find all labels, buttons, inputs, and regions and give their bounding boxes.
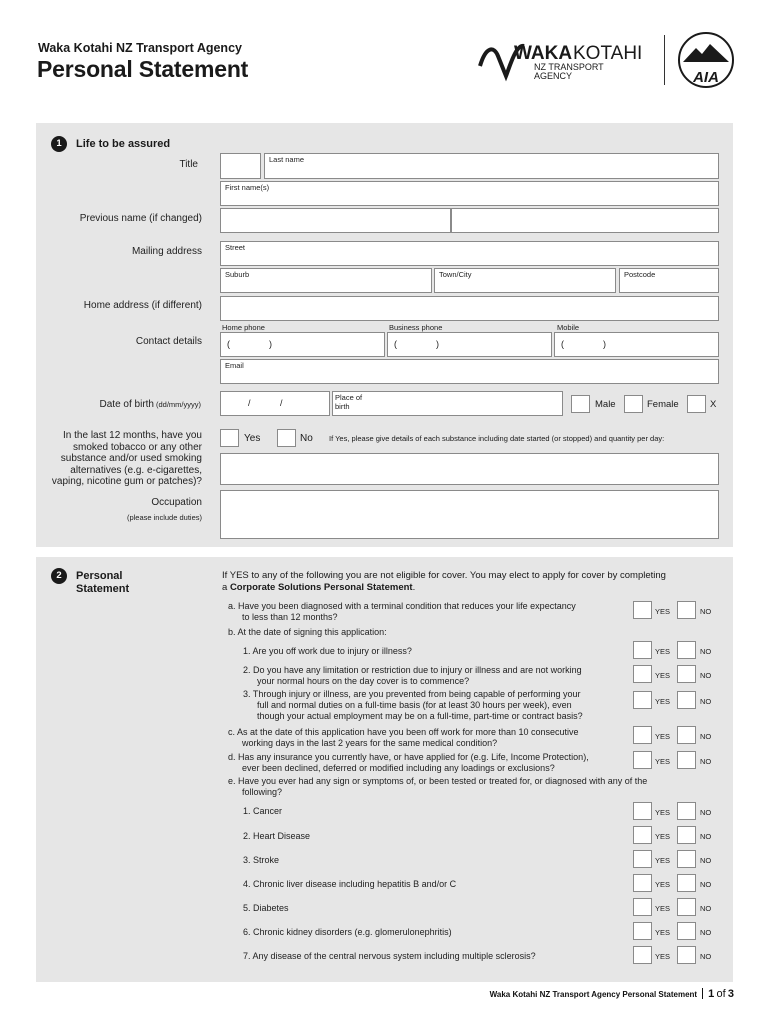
question-b1: 1. Are you off work due to injury or illness? (243, 646, 412, 656)
intro-pre: a (222, 582, 230, 593)
yes-label: YES (655, 952, 671, 961)
suburb-caption: Suburb (225, 270, 250, 279)
smoking-question (38, 430, 202, 488)
logo-line2: AGENCY (534, 71, 573, 81)
no-checkbox[interactable] (677, 946, 696, 964)
no-checkbox[interactable] (677, 751, 696, 769)
yes-checkbox[interactable] (633, 874, 652, 892)
yes-checkbox[interactable] (633, 751, 652, 769)
contact-details-label: Contact details (135, 336, 202, 347)
yes-label: YES (655, 697, 671, 706)
smoking-question-line: vaping, nicotine gum or patches)? (51, 476, 202, 487)
paren-open: ( (394, 339, 397, 349)
question-b: b. At the date of signing this application: (228, 627, 387, 637)
street-caption: Street (225, 243, 246, 252)
home-phone-caption: Home phone (222, 323, 265, 332)
paren-open: ( (561, 339, 564, 349)
section-1-title: Life to be assured (76, 138, 171, 150)
email-input[interactable] (220, 359, 719, 384)
intro-post: . (412, 582, 416, 593)
condition-cns: 7. Any disease of the central nervous system including multiple sclerosis? (243, 951, 536, 961)
question-a-line: to less than 12 months? (242, 612, 338, 622)
smoke-yes-checkbox[interactable] (220, 429, 239, 447)
question-b3-line: full and normal duties on a full-time basis (for at least 30 hours per week), even (257, 700, 572, 710)
male-checkbox[interactable] (571, 395, 590, 413)
yes-checkbox[interactable] (633, 922, 652, 940)
no-label: NO (700, 732, 712, 741)
yes-checkbox[interactable] (633, 665, 652, 683)
condition-heart-disease: 2. Heart Disease (243, 831, 311, 841)
place-of-birth-caption-1: Place of (335, 393, 363, 402)
no-checkbox[interactable] (677, 802, 696, 820)
yes-checkbox[interactable] (633, 601, 652, 619)
question-b3 (243, 689, 583, 722)
mailing-address-label: Mailing address (131, 246, 202, 257)
town-city-caption: Town/City (439, 270, 472, 279)
no-label: NO (700, 832, 712, 841)
section-1-badge: 1 (51, 136, 67, 152)
section-2-title-line: Personal (76, 570, 123, 582)
question-b3-line: 3. Through injury or illness, are you prevented from being capable of performing your (243, 689, 581, 699)
smoking-question-line: substance and/or used smoking (60, 453, 202, 464)
business-phone-caption: Business phone (389, 323, 443, 332)
section-2-title-line: Statement (76, 583, 130, 595)
first-names-input[interactable] (220, 181, 719, 206)
yes-label: YES (655, 808, 671, 817)
no-label: NO (700, 904, 712, 913)
previous-name-input-2[interactable] (451, 208, 719, 233)
page-title: Personal Statement (37, 56, 249, 82)
dob-input[interactable] (220, 391, 330, 416)
yes-checkbox[interactable] (633, 802, 652, 820)
no-label: NO (700, 607, 712, 616)
page-total: 3 (727, 988, 734, 1000)
home-address-label: Home address (if different) (83, 300, 202, 311)
question-e-line: e. Have you ever had any sign or symptoms of, or been tested or treated for, or diagnosed with any of the (228, 776, 648, 786)
yes-label: YES (655, 732, 671, 741)
x-checkbox[interactable] (687, 395, 706, 413)
yes-label: YES (655, 671, 671, 680)
paren-open: ( (227, 339, 230, 349)
smoke-no-checkbox[interactable] (277, 429, 296, 447)
no-label: NO (700, 808, 712, 817)
question-d (228, 752, 589, 774)
no-checkbox[interactable] (677, 665, 696, 683)
no-checkbox[interactable] (677, 874, 696, 892)
logo-line1: NZ TRANSPORT (534, 62, 604, 72)
intro-line-2 (222, 582, 727, 594)
no-label: NO (700, 880, 712, 889)
mountain-icon (683, 44, 729, 62)
email-caption: Email (225, 361, 244, 370)
no-label: NO (700, 757, 712, 766)
question-b2-line: 2. Do you have any limitation or restriction due to injury or illness and are not working (243, 665, 582, 675)
occupation-input[interactable] (220, 490, 719, 539)
female-label: Female (647, 399, 679, 410)
mobile-input[interactable] (554, 332, 719, 357)
corporate-solutions-link: Corporate Solutions Personal Statement (229, 582, 413, 593)
logo-aia-text: AIA (693, 69, 719, 86)
question-a (228, 601, 576, 623)
yes-label: YES (655, 904, 671, 913)
logo-waka: WAKA (514, 43, 573, 64)
last-name-input[interactable] (264, 153, 719, 179)
aia-logo (678, 30, 734, 90)
section-2-title (76, 570, 129, 596)
footer-text: Waka Kotahi NZ Transport Agency Personal Statement (489, 990, 698, 999)
question-c-line: working days in the last 2 years for the same medical condition? (242, 738, 498, 748)
question-d-line: ever been declined, deferred or modified including any loadings or exclusions? (242, 763, 555, 773)
yes-label: YES (655, 880, 671, 889)
mobile-caption: Mobile (557, 323, 580, 332)
section-2-badge: 2 (51, 568, 67, 584)
paren-close: ) (603, 339, 606, 349)
smoking-question-line: alternatives (e.g. e-cigarettes, (70, 464, 202, 476)
no-label: NO (700, 647, 712, 656)
page-number: 1 (708, 988, 715, 1000)
occupation-sub: (please include duties) (126, 513, 202, 522)
page-footer (490, 988, 734, 1000)
no-checkbox[interactable] (677, 726, 696, 744)
smoke-yes-label: Yes (244, 433, 261, 444)
dob-format: (dd/mm/yyyy) (156, 400, 201, 409)
street-input[interactable] (220, 241, 719, 266)
yes-checkbox[interactable] (633, 691, 652, 709)
question-c (228, 727, 579, 749)
first-names-caption: First name(s) (225, 183, 270, 192)
female-checkbox[interactable] (624, 395, 643, 413)
footer-divider (702, 988, 703, 999)
yes-checkbox[interactable] (633, 726, 652, 744)
question-e (228, 776, 647, 798)
no-checkbox[interactable] (677, 850, 696, 868)
question-b2-line: your normal hours on the day cover is to commence? (257, 676, 470, 686)
question-b3-line: though your actual employment may be on a full-time, part-time or contract basis? (257, 711, 583, 721)
place-of-birth-input[interactable] (332, 391, 563, 416)
yes-checkbox[interactable] (633, 946, 652, 964)
logo-separator (664, 35, 665, 85)
home-address-input[interactable] (220, 296, 719, 321)
no-checkbox[interactable] (677, 641, 696, 659)
no-checkbox[interactable] (677, 826, 696, 844)
dob-slash-1: / (248, 398, 251, 408)
yes-checkbox[interactable] (633, 826, 652, 844)
postcode-caption: Postcode (624, 270, 656, 279)
condition-kidney: 6. Chronic kidney disorders (e.g. glomerulonephritis) (243, 927, 452, 937)
yes-label: YES (655, 647, 671, 656)
logo-kotahi: KOTAHI (573, 43, 643, 64)
smoke-details-input[interactable] (220, 453, 719, 485)
last-name-caption: Last name (269, 155, 305, 164)
yes-label: YES (655, 856, 671, 865)
paren-close: ) (436, 339, 439, 349)
postcode-input[interactable] (619, 268, 719, 293)
waka-kotahi-logo (476, 36, 656, 86)
occupation-label: Occupation (151, 497, 202, 508)
paren-close: ) (269, 339, 272, 349)
yes-checkbox[interactable] (633, 850, 652, 868)
yes-label: YES (655, 607, 671, 616)
organisation-name: Waka Kotahi NZ Transport Agency (38, 41, 242, 55)
place-of-birth-caption-2: birth (335, 402, 350, 411)
condition-diabetes: 5. Diabetes (243, 903, 289, 913)
question-a-line: a. Have you been diagnosed with a terminal condition that reduces your life expectancy (228, 601, 576, 611)
question-c-line: c. As at the date of this application have you been off work for more than 10 consecutive (228, 727, 579, 737)
yes-label: YES (655, 757, 671, 766)
previous-name-input-1[interactable] (220, 208, 451, 233)
question-e-line: following? (242, 787, 283, 797)
no-checkbox[interactable] (677, 898, 696, 916)
no-checkbox[interactable] (677, 601, 696, 619)
section-2-intro (222, 570, 727, 594)
yes-label: YES (655, 832, 671, 841)
question-b2 (243, 665, 582, 687)
no-label: NO (700, 856, 712, 865)
yes-checkbox[interactable] (633, 641, 652, 659)
x-label: X (710, 399, 717, 410)
no-checkbox[interactable] (677, 922, 696, 940)
business-phone-input[interactable] (387, 332, 552, 357)
male-label: Male (595, 399, 616, 410)
previous-name-label: Previous name (if changed) (79, 213, 202, 224)
no-label: NO (700, 671, 712, 680)
dob-slash-2: / (280, 398, 283, 408)
smoke-no-label: No (300, 433, 313, 444)
town-city-input[interactable] (434, 268, 616, 293)
smoking-question-line: In the last 12 months, have you (63, 430, 202, 441)
no-label: NO (700, 952, 712, 961)
question-d-line: d. Has any insurance you currently have, or have applied for (e.g. Life, Income Protection), (228, 752, 589, 762)
home-phone-input[interactable] (220, 332, 385, 357)
no-label: NO (700, 928, 712, 937)
smoking-question-line: smoked tobacco or any other (73, 441, 202, 453)
smoke-details-instruction: If Yes, please give details of each substance including date started (or stopped) and quantity per day: (329, 434, 665, 443)
suburb-input[interactable] (220, 268, 432, 293)
yes-checkbox[interactable] (633, 898, 652, 916)
dob-label: Date of birth (99, 399, 154, 410)
condition-stroke: 3. Stroke (243, 855, 280, 865)
condition-cancer: 1. Cancer (243, 806, 283, 816)
no-label: NO (700, 697, 712, 706)
condition-liver: 4. Chronic liver disease including hepatitis B and/or C (243, 879, 457, 889)
title-label: Title (179, 159, 198, 170)
title-input[interactable] (220, 153, 261, 179)
intro-line: If YES to any of the following you are not eligible for cover. You may elect to apply for cover by completing (222, 570, 666, 581)
no-checkbox[interactable] (677, 691, 696, 709)
yes-label: YES (655, 928, 671, 937)
page-of: of (716, 988, 726, 1000)
